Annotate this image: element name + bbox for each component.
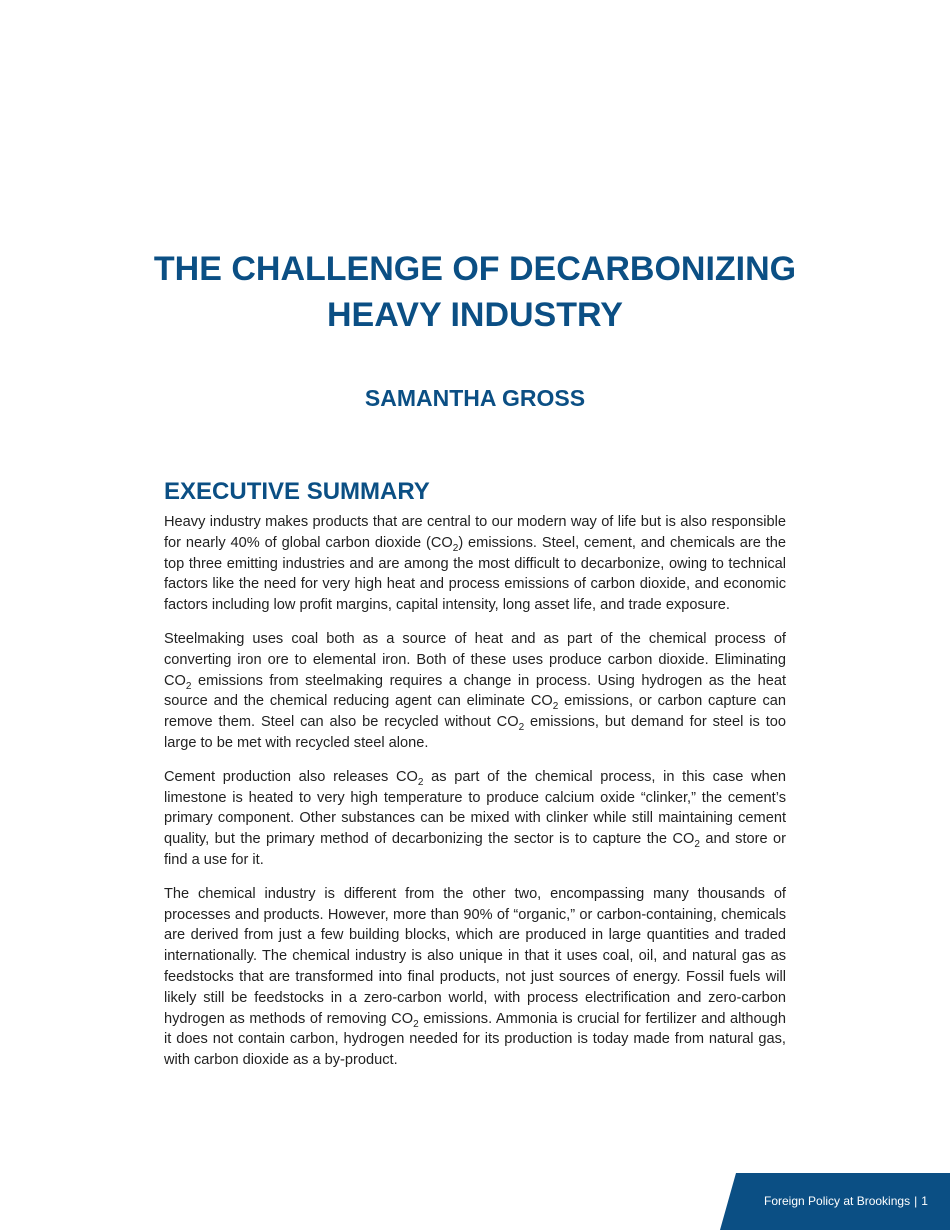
paragraph-3: Cement production also releases $CO_2$ as part of the chemical process, in this case when limestone is heated to very high temperature to produce calcium oxide “clinker,” the cement’s primary component. Other substances can be mixed with clinker while still maintaining cement quality, but the primary method of decarbonizing the sector is to capture the $CO_2$ and store or find a use for it. [164,768,787,868]
document-title [0,246,950,338]
paragraph-1: Heavy industry makes products that are central to our modern way of life but is also responsible for nearly 40% of global carbon dioxide $(CO_2)$ emissions. Steel, cement, and chemicals are the top three emitting industries and are among the most difficult to decarbonize, owing to technical factors like the need for very high heat and process emissions of carbon dioxide, and economic factors including low profit margins, capital intensity, long asset life, and trade exposure. [164,514,786,614]
page-number: 1 [921,1194,928,1208]
title-line-2: HEAVY INDUSTRY [327,296,623,334]
section-heading: EXECUTIVE SUMMARY [164,478,430,505]
main-content [164,477,786,1084]
paragraph-4: The chemical industry is different from the other two, encompassing many thousands of processes and products. However, more than 90% of “organic,” or carbon-containing, chemicals are derived from just a few building blocks, which are produced in large quantities and traded internationally. The chemical industry is also unique in that it uses coal, oil, and natural gas as feedstocks that are transformed into final products, not just sources of energy. Fossil fuels will likely still be feedstocks in a zero-carbon world, with process electrification and zero-carbon hydrogen as methods of removing $CO_2$ emissions. Ammonia is crucial for fertilizer and although it does not contain carbon, hydrogen needed for its production is today made from natural gas, with carbon dioxide as a by-product. [164,885,786,1069]
author-name: SAMANTHA GROSS [364,385,586,411]
page-footer [732,1193,950,1209]
title-line-1: THE CHALLENGE OF DECARBONIZING [153,250,797,288]
footer-separator: | [914,1194,918,1208]
paragraph-2: Steelmaking uses coal both as a source of heat and as part of the chemical process of converting iron ore to elemental iron. Both of these uses produce carbon dioxide. Eliminating $CO_2$ emissions from steelmaking requires a change in process. Using hydrogen as the heat source and the chemical reducing agent can eliminate $CO_2$ emissions, or carbon capture can remove them. Steel can also be recycled without $CO_2$ emissions, but demand for steel is too large to be met with recycled steel alone. [164,630,787,751]
publication-name: Foreign Policy at Brookings [764,1194,911,1208]
